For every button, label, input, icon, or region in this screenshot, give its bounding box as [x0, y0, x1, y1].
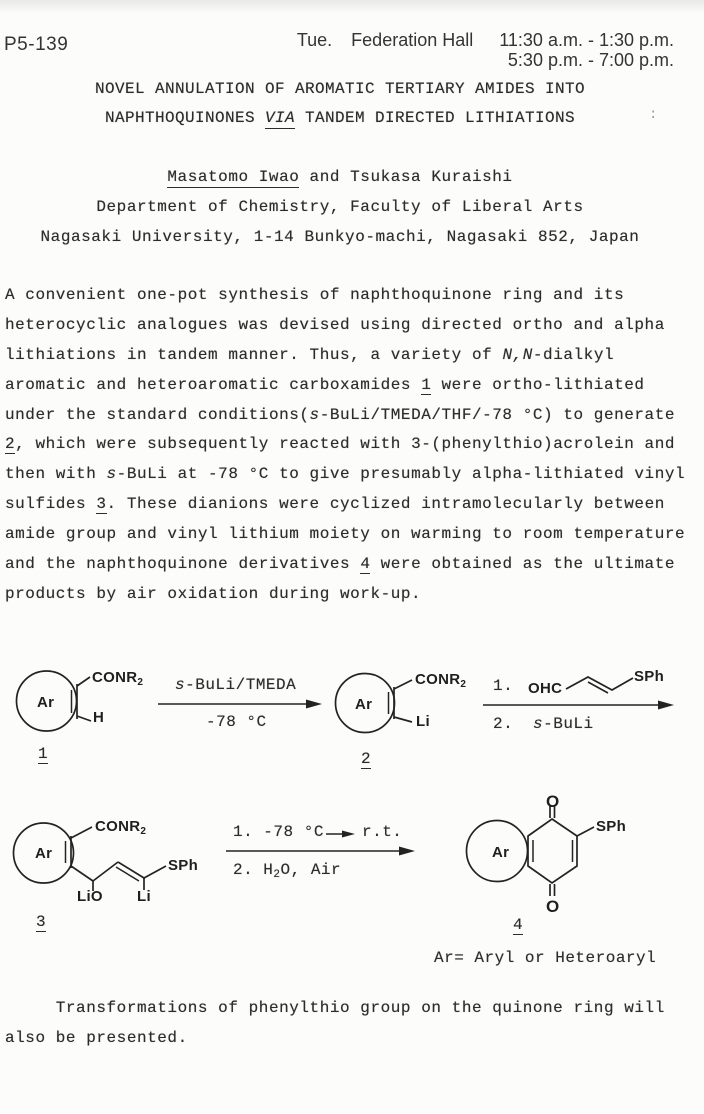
arrow2-step1: 1. — [493, 677, 514, 695]
lio-label: LiO — [77, 888, 103, 905]
conr2-label-2: $CONR_2$ — [415, 671, 467, 690]
affiliation-line2: Nagasaki University, 1-14 Bunkyo-machi, Nagasaki 852, Japan — [40, 228, 640, 246]
sec-butyl-italic: s — [106, 465, 117, 484]
abstract-line: sulfides 3. These dianions were cyclized intramolecularly between — [5, 495, 665, 514]
via-italic: VIA — [264, 109, 295, 127]
session-day: Tue. — [296, 30, 333, 50]
conr2-label-3: $CONR_2$ — [95, 818, 147, 837]
affiliation-line1: Department of Chemistry, Faculty of Liberal Arts — [96, 198, 584, 216]
arrow2-step2-reagent: s-BuLi — [533, 715, 594, 733]
session-time-2: 5:30 p.m. - 7:00 p.m. — [507, 50, 674, 70]
closing-line1: Transformations of phenylthio group on the quinone ring will — [5, 999, 665, 1017]
abstract-line: A convenient one-pot synthesis of naphthoquinone ring and its — [5, 286, 625, 304]
quinone-o-bottom: O — [546, 897, 560, 916]
abstract-line: 2, which were subsequently reacted with 3-(phenylthio)acrolein and — [5, 435, 676, 454]
quinone-o-top: O — [546, 792, 560, 811]
session-hall: Federation Hall — [351, 30, 474, 50]
session-time-1: 11:30 a.m. - 1:30 p.m. — [499, 30, 674, 50]
compound-1-ref: 1 — [421, 375, 432, 394]
conr2-label-1: $CONR_2$ — [92, 669, 144, 688]
scan-artifact-colon: : — [649, 107, 658, 123]
sph-label-acrolein: SPh — [634, 668, 665, 685]
sph-label-4: SPh — [596, 818, 627, 835]
abstract-line: products by air oxidation during work-up. — [5, 584, 422, 603]
li-label-2: Li — [416, 713, 430, 730]
session-schedule-line1 — [297, 31, 674, 49]
program-code: P5-139 — [4, 34, 69, 55]
h-label: H — [93, 709, 105, 726]
ar-legend: Ar= Aryl or Heteroaryl — [434, 949, 657, 967]
ar-label-3: Ar — [35, 845, 53, 862]
compound-3-ref: 3 — [96, 495, 107, 514]
compound-4-ref: 4 — [360, 555, 371, 574]
sec-butyl-italic: s — [309, 405, 320, 424]
paper-title-line2: NAPHTHOQUINONES VIA TANDEM DIRECTED LITHIATIONS — [104, 109, 576, 127]
abstract-line: lithiations in tandem manner. Thus, a variety of N,N-dialkyl — [5, 345, 615, 364]
arrow3-rt: r.t. — [362, 823, 403, 841]
author-line: Masatomo Iwao and Tsukasa Kuraishi — [167, 168, 513, 186]
compound-2-ref: 2 — [5, 435, 16, 454]
li-label-3: Li — [137, 888, 151, 905]
paper-title-line1: NOVEL ANNULATION OF AROMATIC TERTIARY AMIDES INTO — [94, 80, 586, 98]
arrow3-step2: 2. H2O, Air — [233, 861, 342, 881]
ar-label-1: Ar — [37, 694, 55, 711]
abstract-line: amide group and vinyl lithium moiety on warming to room temperature — [5, 525, 686, 544]
abstract-line: heterocyclic analogues was devised using directed ortho and alpha — [5, 315, 665, 334]
compound-1-label: 1 — [38, 745, 49, 763]
abstract-line: aromatic and heteroaromatic carboxamides 1 were ortho-lithiated — [5, 375, 645, 394]
arrow1-reagent: s-BuLi/TMEDA — [175, 676, 297, 694]
sph-label-3: SPh — [168, 857, 199, 874]
compound-2-label: 2 — [361, 750, 372, 768]
arrow1-temperature: -78 °C — [206, 713, 267, 731]
author-presenting: Masatomo Iwao — [167, 168, 300, 186]
abstract-body — [5, 281, 704, 610]
abstract-line: then with s-BuLi at -78 °C to give presumably alpha-lithiated vinyl — [5, 465, 686, 484]
quinone-ring — [528, 819, 577, 883]
arrow2-step2: 2. — [493, 715, 514, 733]
nn-italic: N,N — [502, 345, 533, 364]
ar-label-2: Ar — [355, 696, 373, 713]
compound-3-label: 3 — [36, 913, 47, 931]
compound-4-label: 4 — [513, 916, 524, 934]
ohc-label: OHC — [528, 680, 563, 697]
arrow3-step1: 1. -78 °C — [233, 823, 324, 841]
abstract-line: and the naphthoquinone derivatives 4 were obtained as the ultimate — [5, 555, 676, 574]
closing-line2: also be presented. — [5, 1029, 188, 1047]
abstract-line: under the standard conditions(s-BuLi/TMEDA/THF/-78 °C) to generate — [5, 405, 676, 424]
ar-label-4: Ar — [492, 844, 510, 861]
